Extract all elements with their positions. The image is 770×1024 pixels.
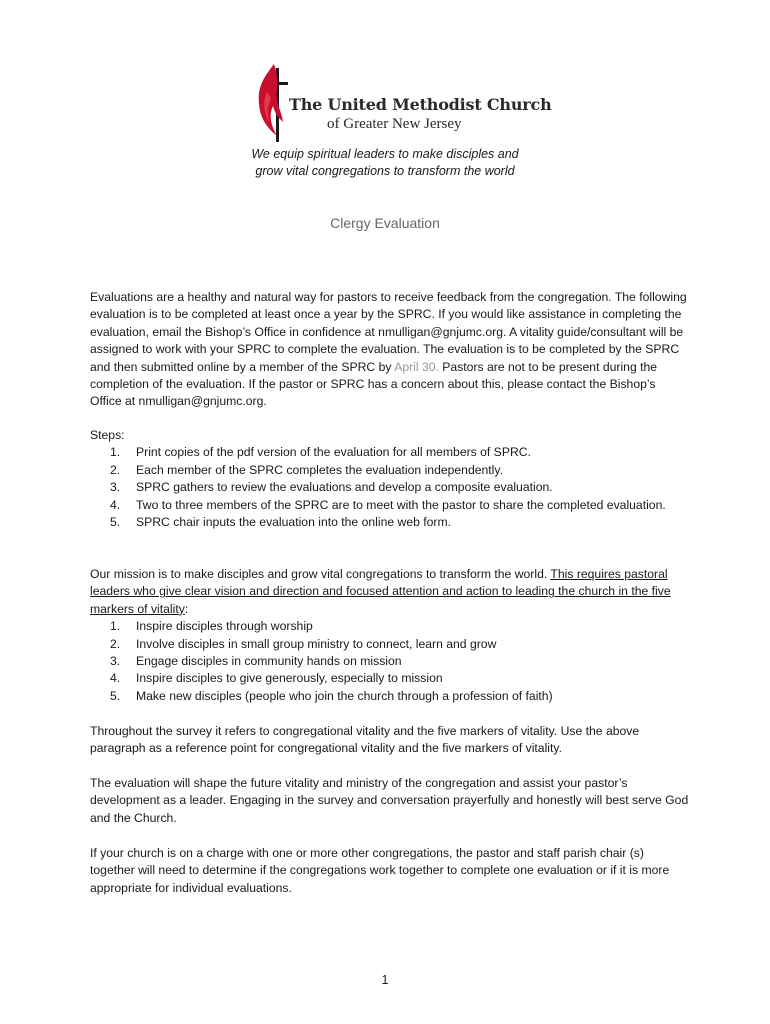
list-item [90, 653, 690, 670]
list-item [90, 444, 690, 461]
tagline [200, 146, 570, 180]
list-item-text: SPRC gathers to review the evaluations and develop a composite evaluation. [136, 480, 553, 495]
list-item-text: SPRC chair inputs the evaluation into the online web form. [136, 515, 452, 530]
list-item [90, 514, 690, 531]
steps-list [90, 444, 690, 531]
list-number: 2. [110, 462, 121, 477]
vitality-reference-paragraph: Throughout the survey it refers to congregational vitality and the five markers of vitality. Use the above paragraph as a reference point for congregational vitality and the five markers of vitality. [90, 724, 640, 756]
list-item [90, 462, 690, 479]
intro-text-end: Pastors are not to be present during the completion of the evaluation. If the pastor or SPRC has a concern about this, please contact the Bishop’s Office at nmulligan@gnjumc.org. [90, 359, 658, 409]
list-item-text: Inspire disciples through worship [136, 619, 313, 634]
tagline-line-1: We equip spiritual leaders to make disciples and [251, 147, 519, 161]
list-number: 1. [110, 619, 121, 634]
list-item [90, 618, 690, 635]
list-item [90, 688, 690, 705]
list-number: 3. [110, 480, 121, 495]
markers-list [90, 618, 690, 705]
list-item-text: Each member of the SPRC completes the evaluation independently. [136, 462, 503, 477]
charge-paragraph: If your church is on a charge with one or more other congregations, the pastor and staff parish chair (s) together will need to determine if the congregations work together to complete one evaluation or if it is more appropriate for individual evaluations. [90, 846, 670, 895]
mission-colon: : [184, 601, 189, 616]
intro-paragraph [90, 289, 690, 411]
deadline-date: April 30. [394, 359, 439, 374]
list-item [90, 497, 690, 514]
list-number: 3. [110, 654, 121, 669]
tagline-line-2: grow vital congregations to transform the world [255, 164, 515, 178]
list-number: 4. [110, 497, 121, 512]
intro-text-start: Evaluations are a healthy and natural way for pastors to receive feedback from the congregation. The following evaluation is to be completed at least once a year by the SPRC. If you would like assistance in completing the evaluation, email the Bishop’s Office in confidence at nmulligan@gnjumc.org. A vitality guide/consultant will be assigned to work with your SPRC to complete the evaluation. The evaluation is to be completed by the SPRC and then submitted online by a member of the SPRC by [90, 290, 687, 374]
cross-and-flame-icon [255, 62, 289, 144]
list-number: 5. [110, 688, 121, 703]
church-logo [255, 62, 552, 144]
list-item-text: Inspire disciples to give generously, especially to mission [136, 671, 443, 686]
page-number: 1 [381, 973, 389, 987]
list-item [90, 670, 690, 687]
list-item-text: Print copies of the pdf version of the evaluation for all members of SPRC. [136, 445, 531, 460]
list-item-text: Two to three members of the SPRC are to meet with the pastor to share the completed evaluation. [136, 497, 666, 512]
list-item-text: Make new disciples (people who join the church through a profession of faith) [136, 688, 553, 703]
list-item [90, 636, 690, 653]
list-number: 4. [110, 671, 121, 686]
steps-section [90, 427, 690, 531]
list-item-text: Engage disciples in community hands on mission [136, 654, 402, 669]
logo-subtitle: of Greater New Jersey [327, 116, 462, 132]
logo-church-name: The United Methodist Church [289, 95, 552, 114]
markers-of-vitality [90, 618, 690, 705]
list-number: 1. [110, 445, 121, 460]
mission-underlined: This requires pastoral leaders who give clear vision and direction and focused attention and action to leading the church in the five markers of vitality [90, 567, 671, 616]
list-number: 5. [110, 515, 121, 530]
mission-section [90, 566, 690, 705]
list-item [90, 479, 690, 496]
list-item-text: Involve disciples in small group ministry to connect, learn and grow [136, 636, 497, 651]
list-number: 2. [110, 636, 121, 651]
evaluation-purpose-paragraph: The evaluation will shape the future vitality and ministry of the congregation and assist your pastor’s development as a leader. Engaging in the survey and conversation prayerfully and honestly will best serve God and the Church. [90, 776, 689, 825]
mission-statement [90, 566, 690, 618]
steps-heading: Steps: [90, 428, 125, 442]
mission-intro: Our mission is to make disciples and grow vital congregations to transform the world. [90, 567, 551, 581]
document-title: Clergy Evaluation [330, 215, 440, 231]
